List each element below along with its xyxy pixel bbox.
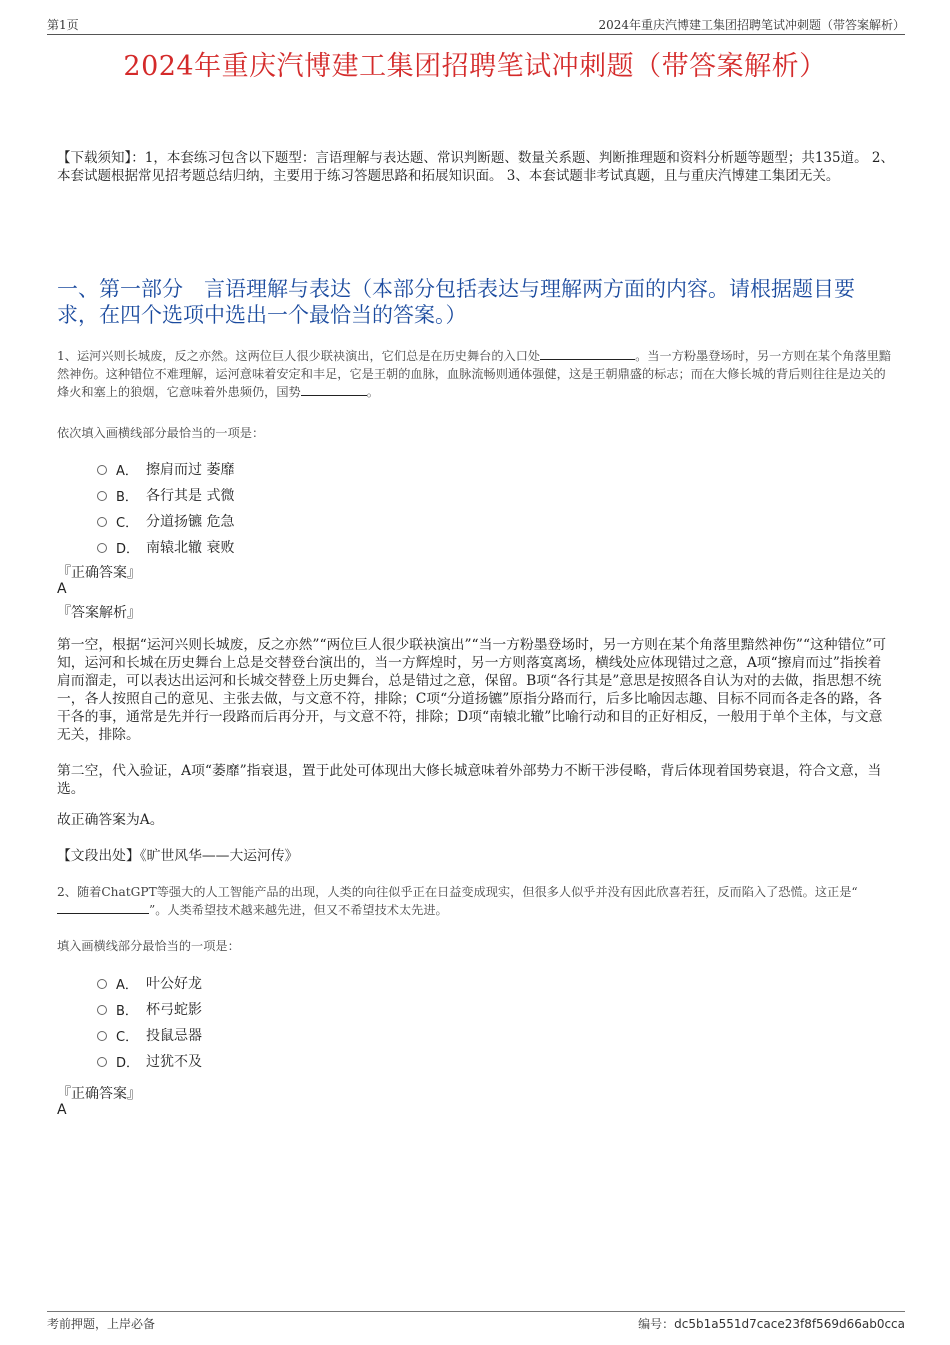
radio-icon[interactable] — [97, 1057, 107, 1067]
question-1-text — [57, 347, 895, 401]
page-footer — [47, 1311, 905, 1334]
question-1-answer-label: 『正确答案』 — [57, 565, 141, 581]
option-text: 南辕北辙 衰败 — [146, 540, 235, 556]
option-letter: C． — [116, 515, 139, 531]
radio-icon[interactable] — [97, 979, 107, 989]
analysis-source: 【文段出处】《旷世风华——大运河传》 — [57, 848, 299, 864]
footer-code-value: dc5b1a551d7cace23f8f569d66ab0cca — [674, 1317, 905, 1331]
radio-icon[interactable] — [97, 491, 107, 501]
option-b[interactable] — [97, 996, 202, 1022]
question-1-answer: A — [57, 581, 67, 597]
question-2-instruction: 填入画横线部分最恰当的一项是： — [57, 939, 240, 953]
option-c[interactable] — [97, 1022, 202, 1048]
option-text: 过犹不及 — [146, 1054, 202, 1070]
option-b[interactable] — [97, 482, 234, 508]
option-letter: B． — [116, 1003, 138, 1019]
footer-code — [638, 1315, 905, 1332]
question-2-text-part-a: 2、随着ChatGPT等强大的人工智能产品的出现，人类的向往似乎正在日益变成现实，但很多人似乎并没有因此欣喜若狂，反而陷入了恐慌。这正是“ — [57, 885, 858, 899]
option-c[interactable] — [97, 508, 234, 534]
question-1-text-part-b: 。当一方粉墨登场时，另一方则在某个角落里黯然神伤。这种错位不难理解，运河意味着安定和丰足，它是王朝的血脉，血脉流畅则通体强健，这是王朝鼎盛的标志；而在大修长城的背后则往往是边关的烽火和塞上的狼烟，它意味着外患频仍，国势 — [57, 349, 892, 399]
footer-code-label: 编号： — [638, 1317, 675, 1331]
question-1-instruction: 依次填入画横线部分最恰当的一项是： — [57, 426, 265, 440]
option-text: 擦肩而过 萎靡 — [146, 462, 235, 478]
option-letter: B． — [116, 489, 138, 505]
radio-icon[interactable] — [97, 517, 107, 527]
header-doc-title: 2024年重庆汽博建工集团招聘笔试冲刺题（带答案解析） — [598, 18, 905, 32]
analysis-paragraph-3: 故正确答案为A。 — [57, 812, 164, 828]
radio-icon[interactable] — [97, 1005, 107, 1015]
option-text: 杯弓蛇影 — [146, 1002, 202, 1018]
option-text: 叶公好龙 — [146, 976, 202, 992]
question-1-text-part-a: 1、运河兴则长城废，反之亦然。这两位巨人很少联袂演出，它们总是在历史舞台的入口处 — [57, 349, 541, 363]
question-2-text-part-b: ”。人类希望技术越来越先进，但又不希望技术太先进。 — [149, 903, 448, 917]
question-2-answer: A — [57, 1102, 67, 1118]
question-2-text — [57, 883, 895, 919]
option-text: 分道扬镳 危急 — [146, 514, 235, 530]
option-a[interactable] — [97, 456, 234, 482]
fill-blank-2 — [301, 383, 367, 396]
document-title: 2024年重庆汽博建工集团招聘笔试冲刺题（带答案解析） — [123, 51, 827, 82]
radio-icon[interactable] — [97, 543, 107, 553]
section-heading: 一、第一部分 言语理解与表达（本部分包括表达与理解两方面的内容。请根据题目要求，在四个选项中选出一个最恰当的答案。） — [57, 277, 855, 327]
question-1-analysis-label: 『答案解析』 — [57, 605, 141, 621]
analysis-paragraph-2: 第二空，代入验证，A项“萎靡”指衰退，置于此处可体现出大修长城意味着外部势力不断干涉侵略，背后体现着国势衰退，符合文意，当选。 — [57, 763, 882, 797]
option-letter: C． — [116, 1029, 139, 1045]
option-letter: A． — [116, 463, 138, 479]
question-1-options — [97, 456, 234, 560]
option-letter: D． — [116, 1055, 140, 1071]
question-2-options — [97, 970, 202, 1074]
radio-icon[interactable] — [97, 1031, 107, 1041]
fill-blank-1 — [540, 347, 635, 360]
option-text: 投鼠忌器 — [146, 1028, 202, 1044]
question-1-text-part-c: 。 — [366, 385, 379, 399]
option-letter: D． — [116, 541, 140, 557]
radio-icon[interactable] — [97, 465, 107, 475]
page-number: 第1页 — [47, 18, 79, 32]
option-text: 各行其是 式微 — [146, 488, 235, 504]
question-2-answer-label: 『正确答案』 — [57, 1086, 141, 1102]
option-a[interactable] — [97, 970, 202, 996]
fill-blank-3 — [57, 901, 149, 914]
option-letter: A． — [116, 977, 138, 993]
page-header — [47, 14, 905, 35]
download-notice: 【下载须知】：1，本套练习包含以下题型：言语理解与表达题、常识判断题、数量关系题、判断推理题和资料分析题等题型；共135道。 2、本套试题根据常见招考题总结归纳，主要用于练习答题思路和拓展知识面。 3、本套试题非考试真题，且与重庆汽博建工集团无关。 — [57, 150, 894, 184]
footer-slogan: 考前押题，上岸必备 — [47, 1317, 156, 1331]
analysis-paragraph-1: 第一空，根据“运河兴则长城废，反之亦然”“两位巨人很少联袂演出”“当一方粉墨登场时，另一方则在某个角落里黯然神伤”“这种错位”可知，运河和长城在历史舞台上总是交替登台演出的，当一方辉煌时，另一方则落寞离场，横线处应体现错过之意，A项“擦肩而过”指挨着肩而溜走，可以表达出运河和长城交替登上历史舞台，总是错过之意，保留。B项“各行其是”意思是按照各自认为对的去做，指思想不统一，各人按照自己的意见、主张去做，与文意不符，排除；C项“分道扬镳”原指分路而行，后多比喻因志趣、目标不同而各走各的路，各干各的事，通常是先并行一段路而后再分开，与文意不符，排除；D项“南辕北辙”比喻行动和目的正好相反，一般用于单个主体，与文意无关，排除。 — [57, 637, 887, 743]
option-d[interactable] — [97, 1048, 202, 1074]
option-d[interactable] — [97, 534, 234, 560]
